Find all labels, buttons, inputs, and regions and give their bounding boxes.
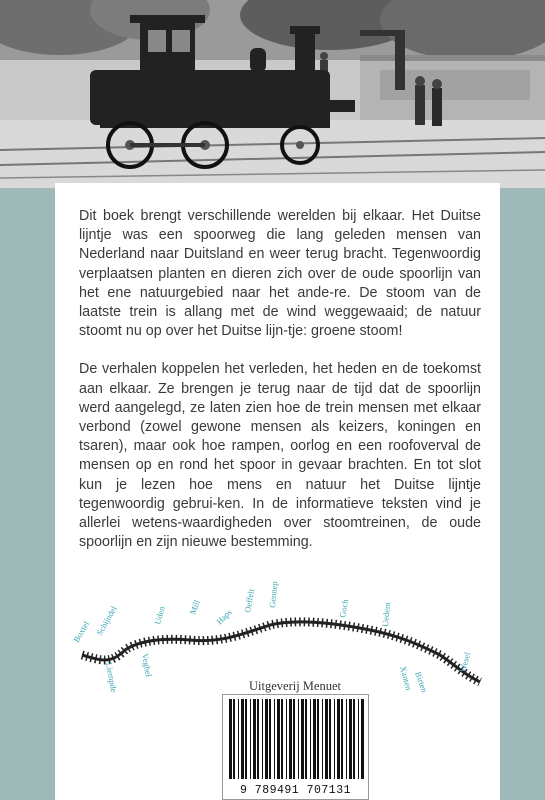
isbn-barcode bbox=[222, 694, 369, 800]
station-boxtel: Boxtel bbox=[71, 619, 92, 644]
station-liempde: Liempde bbox=[104, 661, 120, 694]
station-wesel: Wesel bbox=[457, 651, 473, 674]
station-birten: Birten bbox=[413, 670, 430, 694]
station-schijndel: Schijndel bbox=[94, 604, 119, 637]
barcode-bars bbox=[223, 695, 368, 783]
station-uden: Uden bbox=[152, 605, 167, 626]
isbn-number: 9 789491 707131 bbox=[239, 784, 352, 797]
station-goch: Goch bbox=[337, 598, 351, 619]
station-veghel: Veghel bbox=[140, 652, 154, 678]
paragraph-intro: Dit boek brengt verschillende werelden bij elkaar. Het Duitse lijntje was een spoorweg die lang geleden mensen van Nederland naar Duitsland en weer terug bracht. Tegenwoordig verplaatsen planten en dieren zich over de oude spoorlijn van het ene natuurgebied naar het ande-re. De stoom van de laatste trein is allang met de wind weggewaaid; de natuur stoomt nu op over het Duitse lijn-tje: groene stoom! bbox=[79, 208, 481, 340]
paragraph-stories: De verhalen koppelen het verleden, het heden en de toekomst aan elkaar. Ze brengen je terug naar de tijd dat de spoorlijn werd aangelegd, ze laten zien hoe de trein mensen met elkaar verbond (zowel gewone mensen als keizers, koningen en tsaren), maar ook hoe rampen, oorlog en een roofoverval de mensen op en rond het spoor in gevaar brachten. En tot slot kun je lezen hoe mens en natuur het Duitse lijntje tegenwoordig gebrui-ken. In de informatieve teksten vind je allerlei wetens-waardigheden over stoomtreinen, de oude spoorlijn en zijn nieuwe bestemming. bbox=[79, 361, 481, 551]
cover-photo-steam-locomotive bbox=[0, 0, 545, 188]
back-cover-text bbox=[79, 207, 481, 571]
station-xanten: Xanten bbox=[398, 664, 415, 692]
publisher-name: Uitgeverij Menuet bbox=[249, 679, 341, 693]
station-uedem: Uedem bbox=[380, 601, 393, 628]
station-gennep: Gennep bbox=[267, 580, 280, 609]
station-mill: Mill bbox=[187, 598, 202, 616]
station-oeffelt: Oeffelt bbox=[242, 588, 257, 614]
station-haps: Haps bbox=[214, 606, 234, 627]
